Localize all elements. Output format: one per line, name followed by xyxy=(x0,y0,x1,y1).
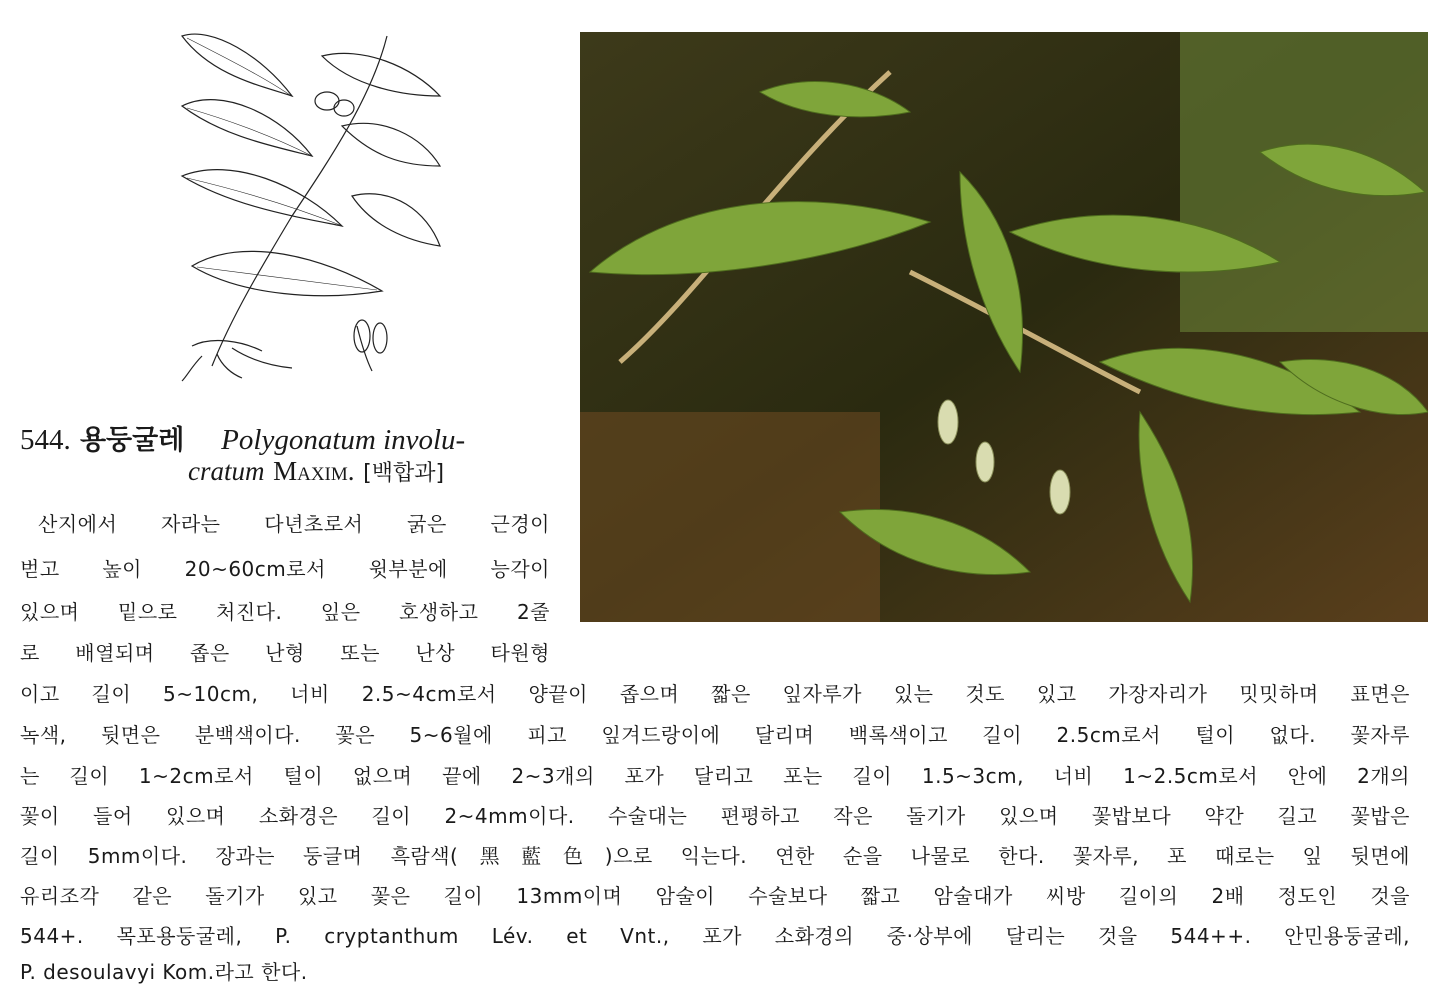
scientific-name-part2: cratum xyxy=(188,456,265,486)
body-line: 544+. 목포용둥굴레, P. cryptanthum Lév. et Vnt., 포가 소화경의 중·상부에 달리는 것을 544++. 안민용둥굴레, xyxy=(20,924,1410,948)
body-line: 길이 5mm이다. 장과는 둥글며 흑람색(黑藍色)으로 익는다. 연한 순을 나물로 한다. 꽃자루, 포 때로는 잎 뒷면에 xyxy=(20,844,1410,868)
family-name: [백합과] xyxy=(363,461,445,486)
korean-name: 용둥굴레 xyxy=(79,425,185,456)
body-line: 벋고 높이 20~60cm로서 윗부분에 능각이 xyxy=(20,557,550,581)
body-line: 유리조각 같은 돌기가 있고 꽃은 길이 13mm이며 암술이 수술보다 짧고 암술대가 씨방 길이의 2배 정도인 것을 xyxy=(20,884,1410,908)
scientific-name-part1: Polygonatum involu- xyxy=(221,424,466,456)
illustration-drawing xyxy=(172,16,442,386)
photo-drawing xyxy=(580,32,1428,622)
body-line: 녹색, 뒷면은 분백색이다. 꽃은 5~6월에 피고 잎겨드랑이에 달리며 백록색이고 길이 2.5cm로서 털이 없다. 꽃자루 xyxy=(20,723,1410,747)
plant-photograph xyxy=(580,32,1428,622)
botanical-illustration xyxy=(172,16,442,386)
body-line: 산지에서 자라는 다년초로서 굵은 근경이 xyxy=(38,512,550,536)
entry-title xyxy=(20,418,540,457)
entry-number: 544. xyxy=(20,424,71,456)
body-line: 로 배열되며 좁은 난형 또는 난상 타원형 xyxy=(20,641,550,665)
body-line: 는 길이 1~2cm로서 털이 없으며 끝에 2~3개의 포가 달리고 포는 길이 1.5~3cm, 너비 1~2.5cm로서 안에 2개의 xyxy=(20,764,1410,788)
body-line: P. desoulavyi Kom.라고 한다. xyxy=(20,960,308,984)
body-line: 이고 길이 5~10cm, 너비 2.5~4cm로서 양끝이 좁으며 짧은 잎자루가 있는 것도 있고 가장자리가 밋밋하며 표면은 xyxy=(20,682,1410,706)
body-line: 꽃이 들어 있으며 소화경은 길이 2~4mm이다. 수술대는 편평하고 작은 돌기가 있으며 꽃밥보다 약간 길고 꽃밥은 xyxy=(20,804,1410,828)
entry-title-continued xyxy=(188,456,528,487)
body-line: 있으며 밑으로 처진다. 잎은 호생하고 2줄 xyxy=(20,600,550,624)
author-name: Maxim. xyxy=(273,456,355,486)
